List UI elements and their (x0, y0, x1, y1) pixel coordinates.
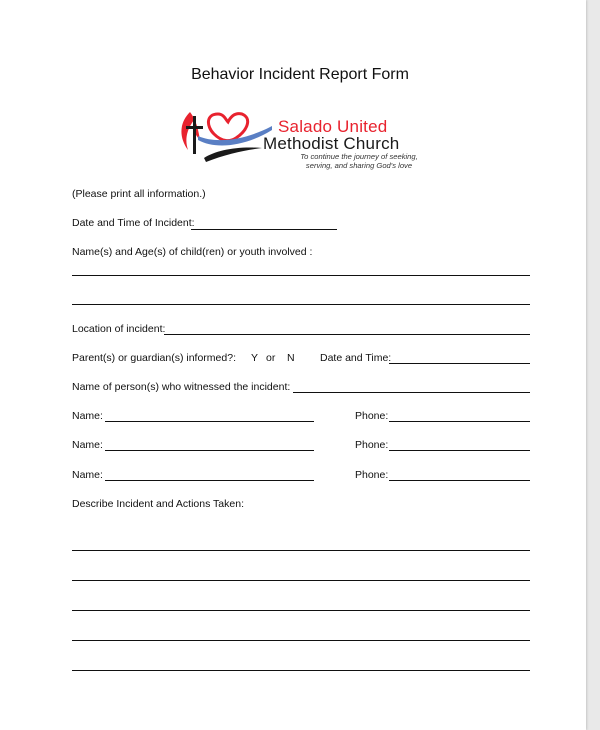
or-text: or (266, 352, 276, 364)
witness-2-phone-label: Phone: (355, 439, 389, 451)
church-tagline-line2: serving, and sharing God's love (305, 161, 413, 170)
church-emblem-icon (176, 106, 276, 168)
location-line[interactable] (164, 334, 530, 335)
witness-3-name-line[interactable] (105, 480, 314, 481)
describe-line-5[interactable] (72, 670, 530, 671)
witness-2-name-line[interactable] (105, 450, 314, 451)
names-ages-line-1[interactable] (72, 275, 530, 276)
describe-label: Describe Incident and Actions Taken: (72, 498, 244, 510)
describe-line-4[interactable] (72, 640, 530, 641)
date-time-line[interactable] (389, 363, 530, 364)
witness-3-phone-line[interactable] (389, 480, 530, 481)
no-option[interactable]: N (287, 352, 295, 364)
witness-2-name-label: Name: (72, 439, 103, 451)
witness-1-phone-label: Phone: (355, 410, 389, 422)
witness-3-phone-label: Phone: (355, 469, 389, 481)
parents-informed-label: Parent(s) or guardian(s) informed?: (72, 352, 236, 364)
names-ages-line-2[interactable] (72, 304, 530, 305)
witnesses-line[interactable] (293, 392, 530, 393)
location-label: Location of incident: (72, 323, 166, 335)
date-time-incident-line[interactable] (191, 229, 337, 230)
witness-1-phone-line[interactable] (389, 421, 530, 422)
instructions-text: (Please print all information.) (72, 188, 206, 200)
church-name-line2: Methodist Church (263, 134, 400, 153)
witness-3-name-label: Name: (72, 469, 103, 481)
date-time-incident-label: Date and Time of Incident: (72, 217, 195, 229)
church-name-line1: Salado United (278, 117, 388, 136)
witness-2-phone-line[interactable] (389, 450, 530, 451)
describe-line-1[interactable] (72, 550, 530, 551)
church-logo (176, 106, 438, 168)
church-tagline-line1: To continue the journey of seeking, (300, 152, 418, 161)
witness-1-name-line[interactable] (105, 421, 314, 422)
form-title: Behavior Incident Report Form (191, 66, 409, 83)
names-ages-label: Name(s) and Age(s) of child(ren) or youth involved : (72, 246, 313, 258)
yes-option[interactable]: Y (251, 352, 259, 364)
describe-line-3[interactable] (72, 610, 530, 611)
witness-1-name-label: Name: (72, 410, 103, 422)
date-time-label: Date and Time: (320, 352, 392, 364)
describe-line-2[interactable] (72, 580, 530, 581)
church-tagline (274, 152, 444, 170)
witnesses-label: Name of person(s) who witnessed the incident: (72, 381, 291, 393)
